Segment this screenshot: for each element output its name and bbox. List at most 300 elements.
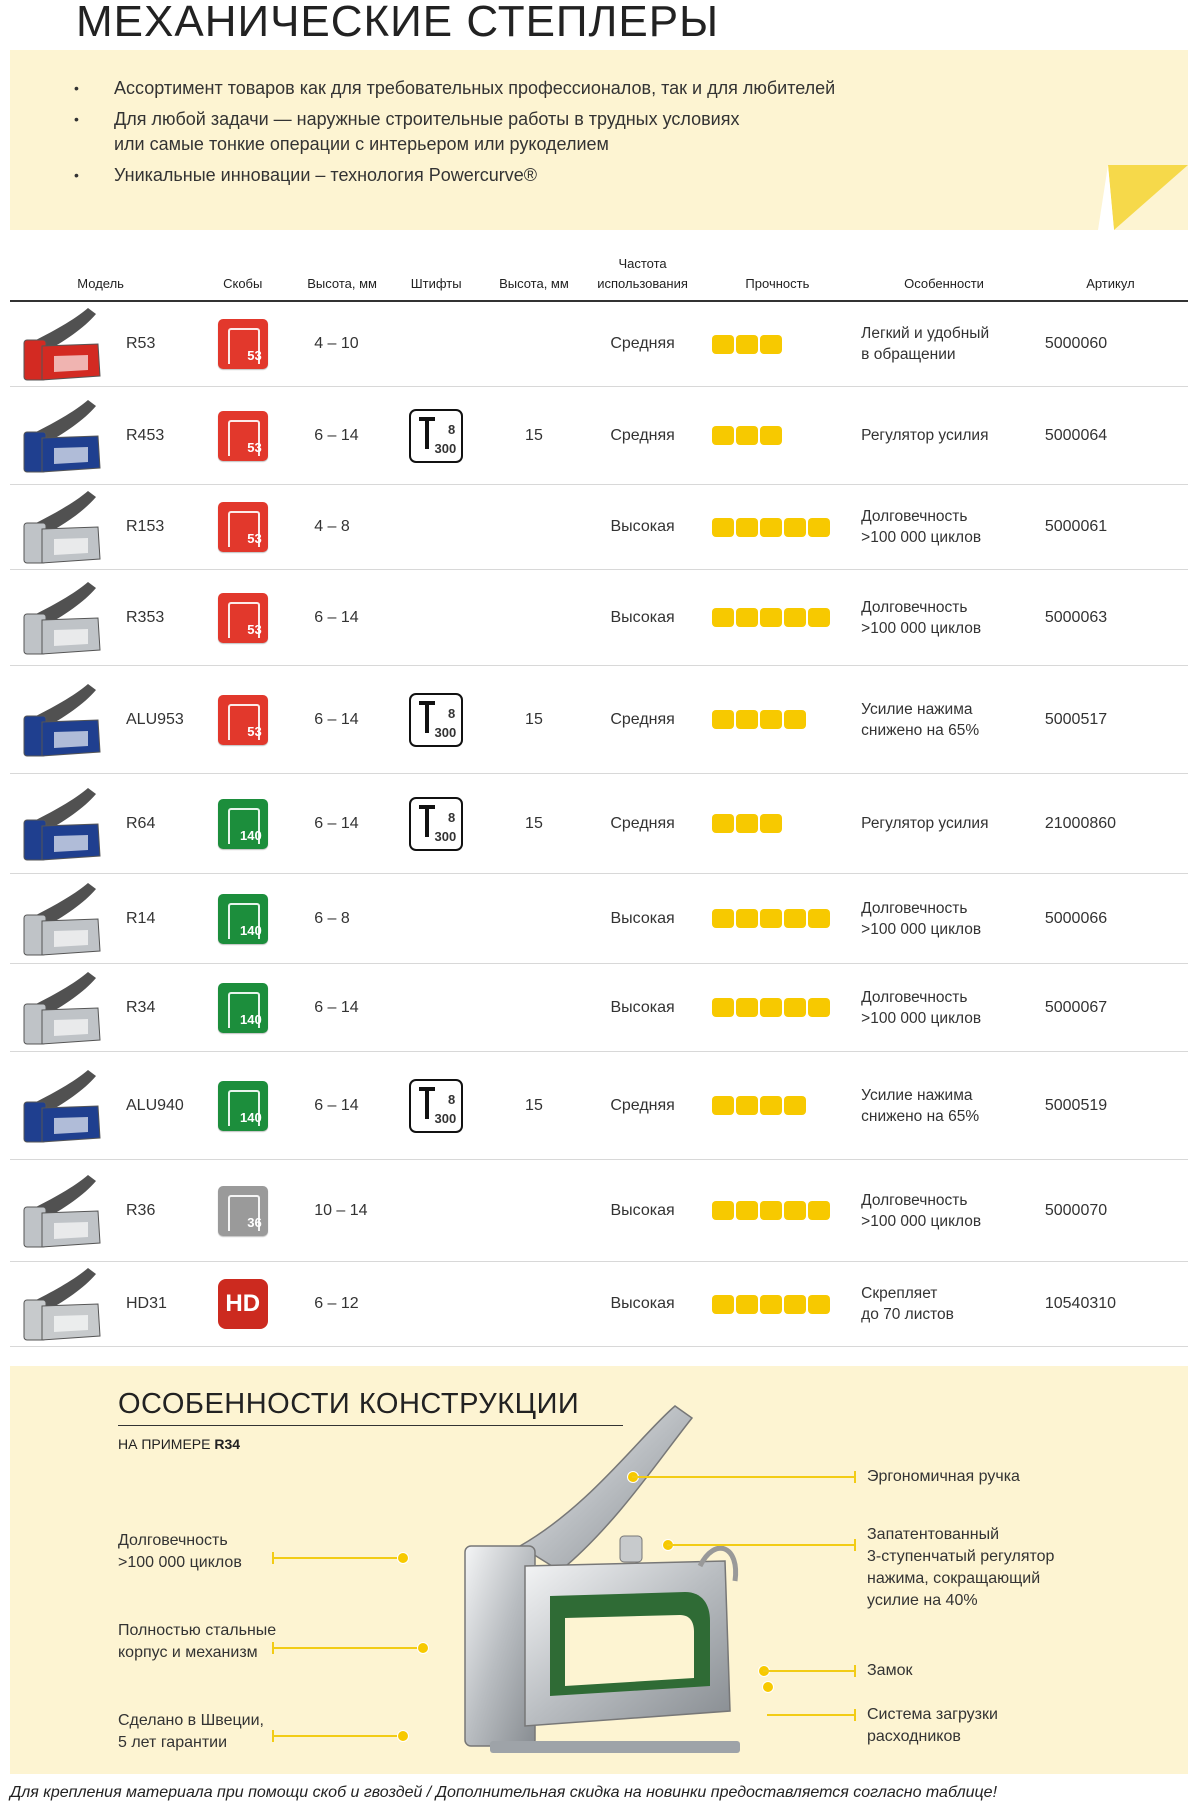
strength-dot-icon: [808, 608, 830, 627]
feature-line: >100 000 циклов: [861, 619, 982, 637]
staple-height: 6 – 14: [314, 998, 359, 1016]
feature-line: Скрепляет: [861, 1285, 938, 1302]
staple-badge-icon: [218, 799, 268, 849]
intro-bullet: [74, 107, 835, 157]
frequency-cell: [586, 774, 700, 874]
pin-height-cell: [482, 1052, 585, 1160]
staple-height: 6 – 14: [314, 1096, 359, 1114]
construction-subtitle-prefix: НА ПРИМЕРЕ: [118, 1436, 211, 1452]
strength-dot-icon: [760, 426, 782, 445]
pin-cell: [390, 301, 482, 387]
intro-bullet-line: или самые тонкие операции с интерьером или рукоделием: [114, 134, 609, 154]
model-cell: [10, 964, 191, 1052]
table-row: [10, 301, 1188, 387]
model-cell: [10, 301, 191, 387]
article-number: 5000517: [1044, 710, 1108, 728]
features-cell: [855, 1052, 1033, 1160]
staple-cell: [191, 387, 294, 485]
pin-height-cell: [482, 1160, 585, 1262]
model-cell: [10, 1262, 191, 1347]
pin-size-bottom: 300: [434, 1110, 457, 1126]
frequency: Высокая: [610, 1295, 675, 1312]
page-fold-decoration: [1098, 165, 1188, 230]
frequency-cell: [586, 570, 700, 666]
model-cell: [10, 774, 191, 874]
staple-badge-text: 140: [240, 922, 262, 938]
feature-line: снижено на 65%: [861, 1107, 980, 1125]
frequency-cell: [586, 1262, 700, 1347]
model-name: R34: [126, 998, 156, 1016]
strength-dot-icon: [760, 1096, 782, 1115]
strength-dot-icon: [712, 998, 734, 1017]
frequency: Высокая: [610, 608, 675, 626]
pin-badge-icon: [409, 1079, 463, 1133]
pin-cell: [390, 570, 482, 666]
staple-height-cell: [294, 964, 390, 1052]
staple-height-cell: [294, 301, 390, 387]
table-row: [10, 485, 1188, 570]
strength-dot-icon: [736, 814, 758, 833]
strength-dot-icon: [736, 1295, 758, 1314]
staple-badge-icon: [218, 1081, 268, 1131]
strength-rating: [712, 710, 856, 729]
article-number: 5000519: [1044, 1096, 1108, 1114]
table-row: [10, 774, 1188, 874]
article-cell: [1033, 1052, 1188, 1160]
model-name: R36: [126, 1201, 156, 1219]
strength-dot-icon: [808, 909, 830, 928]
strength-dot-icon: [784, 998, 806, 1017]
staple-badge-icon: [218, 695, 268, 745]
pin-height-cell: [482, 387, 585, 485]
pin-size-top: 8: [447, 1091, 456, 1107]
strength-cell: [700, 1052, 856, 1160]
strength-rating: [712, 1096, 856, 1115]
strength-dot-icon: [760, 1295, 782, 1314]
strength-rating: [712, 426, 856, 445]
frequency: Высокая: [610, 1201, 675, 1219]
features-cell: [855, 964, 1033, 1052]
strength-cell: [700, 1160, 856, 1262]
strength-dot-icon: [808, 1201, 830, 1220]
pin-size-top: 8: [447, 809, 456, 825]
strength-dot-icon: [712, 814, 734, 833]
staple-badge-icon: [218, 319, 268, 369]
header-pin-height: Высота, мм: [482, 253, 585, 301]
strength-dot-icon: [712, 335, 734, 354]
strength-dot-icon: [760, 710, 782, 729]
strength-rating: [712, 998, 856, 1017]
staple-height-cell: [294, 666, 390, 774]
strength-dot-icon: [736, 1201, 758, 1220]
strength-dot-icon: [736, 608, 758, 627]
staple-badge-text: HD: [225, 1290, 261, 1317]
features-cell: [855, 874, 1033, 964]
model-name: HD31: [126, 1295, 167, 1312]
feature-line: Долговечность: [861, 598, 968, 616]
frequency-cell: [586, 485, 700, 570]
staple-height: 6 – 8: [314, 909, 350, 927]
intro-bullet-line: Для любой задачи — наружные строительные работы в трудных условиях: [114, 109, 740, 129]
pin-cell: [390, 774, 482, 874]
strength-rating: [712, 909, 856, 928]
features-cell: [855, 1160, 1033, 1262]
staple-height-cell: [294, 774, 390, 874]
strength-cell: [700, 774, 856, 874]
pin-cell: [390, 1262, 482, 1347]
construction-subtitle: [118, 1436, 240, 1452]
model-cell: [10, 570, 191, 666]
strength-dot-icon: [760, 335, 782, 354]
stapler-r34-illustration: [430, 1396, 790, 1766]
strength-dot-icon: [760, 608, 782, 627]
callout-text: Долговечность >100 000 циклов: [118, 1532, 242, 1571]
stapler-icon: [18, 394, 110, 478]
model-name: ALU940: [126, 1096, 184, 1114]
frequency-cell: [586, 387, 700, 485]
pin-height-cell: [482, 485, 585, 570]
staple-badge-text: 53: [247, 439, 262, 455]
frequency: Высокая: [610, 518, 675, 535]
pin-badge-icon: [409, 797, 463, 851]
strength-dot-icon: [760, 1201, 782, 1220]
footer-note: Для крепления материала при помощи скоб и гвоздей / Дополнительная скидка на новинки предоставляется согласно таблице!: [10, 1784, 998, 1801]
feature-line: Долговечность: [861, 899, 968, 917]
strength-dot-icon: [736, 335, 758, 354]
stapler-icon: [18, 1169, 110, 1253]
staple-height-cell: [294, 1052, 390, 1160]
staple-cell: [191, 964, 294, 1052]
table-row: [10, 1052, 1188, 1160]
strength-cell: [700, 964, 856, 1052]
pin-height-cell: [482, 964, 585, 1052]
pin-cell: [390, 964, 482, 1052]
pin-height-cell: [482, 1262, 585, 1347]
features-cell: [855, 666, 1033, 774]
feature-line: снижено на 65%: [861, 721, 980, 739]
pin-height-cell: [482, 666, 585, 774]
feature-line: >100 000 циклов: [861, 529, 982, 546]
strength-dot-icon: [808, 1295, 830, 1314]
pin-size-top: 8: [447, 705, 456, 721]
pin-size-bottom: 300: [434, 828, 457, 844]
strength-cell: [700, 570, 856, 666]
callout-text: Замок: [867, 1662, 913, 1679]
frequency: Средняя: [610, 814, 675, 832]
strength-dot-icon: [760, 998, 782, 1017]
strength-dot-icon: [736, 710, 758, 729]
header-model: Модель: [10, 253, 191, 301]
article-cell: [1033, 1160, 1188, 1262]
pin-cell: [390, 666, 482, 774]
pin-height-cell: [482, 301, 585, 387]
staple-height: 6 – 14: [314, 710, 359, 728]
frequency: Высокая: [610, 998, 675, 1016]
feature-line: Регулятор усилия: [861, 815, 989, 832]
staple-cell: [191, 874, 294, 964]
article-cell: [1033, 485, 1188, 570]
strength-rating: [712, 814, 856, 833]
table-row: [10, 387, 1188, 485]
article-number: 5000064: [1044, 426, 1108, 444]
pin-size-bottom: 300: [434, 724, 457, 740]
staple-height: 6 – 14: [314, 426, 359, 444]
pin-height: 15: [525, 710, 543, 728]
feature-line: >100 000 циклов: [861, 1212, 982, 1230]
intro-bullet: • Ассортимент товаров как для требовательных профессионалов, так и для любителей: [74, 76, 835, 101]
strength-cell: [700, 301, 856, 387]
strength-dot-icon: [760, 909, 782, 928]
strength-dot-icon: [784, 1201, 806, 1220]
table-header-row: [10, 253, 1188, 301]
article-cell: [1033, 301, 1188, 387]
staple-height: 10 – 14: [314, 1201, 368, 1219]
frequency-cell: [586, 1052, 700, 1160]
article-cell: [1033, 964, 1188, 1052]
staple-badge-icon: [218, 502, 268, 552]
pin-badge-icon: [409, 409, 463, 463]
callout-text: Система загрузки расходников: [867, 1706, 998, 1745]
features-cell: [855, 301, 1033, 387]
staple-height-cell: [294, 1262, 390, 1347]
model-name: R53: [126, 335, 156, 352]
feature-line: в обращении: [861, 346, 956, 363]
strength-cell: [700, 874, 856, 964]
staple-badge-text: 140: [240, 1109, 262, 1125]
strength-dot-icon: [712, 608, 734, 627]
frequency: Средняя: [610, 1096, 675, 1114]
stapler-icon: [18, 302, 110, 386]
strength-cell: [700, 1262, 856, 1347]
article-number: 5000060: [1044, 335, 1108, 352]
strength-dot-icon: [712, 1096, 734, 1115]
pin-height: 15: [525, 814, 543, 832]
stapler-icon: [18, 1262, 110, 1346]
table-row: [10, 666, 1188, 774]
strength-dot-icon: [736, 426, 758, 445]
staple-height: 4 – 8: [314, 518, 350, 535]
table-row: [10, 1160, 1188, 1262]
callout-text: Запатентованный 3-ступенчатый регулятор нажима, сокращающий усилие на 40%: [867, 1526, 1055, 1609]
strength-dot-icon: [808, 998, 830, 1017]
staple-badge-icon: [218, 411, 268, 461]
strength-dot-icon: [712, 1201, 734, 1220]
staple-height: 6 – 14: [314, 814, 359, 832]
staple-cell: [191, 1262, 294, 1347]
strength-cell: [700, 485, 856, 570]
header-features: Особенности: [855, 253, 1033, 301]
frequency-cell: [586, 1160, 700, 1262]
strength-dot-icon: [712, 426, 734, 445]
staple-height: 6 – 14: [314, 608, 359, 626]
construction-subtitle-model: R34: [214, 1436, 241, 1452]
feature-line: >100 000 циклов: [861, 920, 982, 938]
staple-badge-icon: [218, 894, 268, 944]
article-number: 5000066: [1044, 909, 1108, 927]
model-name: R453: [126, 426, 165, 444]
strength-dot-icon: [712, 518, 734, 537]
frequency-cell: [586, 666, 700, 774]
strength-dot-icon: [712, 909, 734, 928]
feature-line: Легкий и удобный: [861, 325, 990, 342]
strength-dot-icon: [736, 1096, 758, 1115]
header-staples: Скобы: [191, 253, 294, 301]
features-cell: [855, 570, 1033, 666]
frequency-cell: [586, 964, 700, 1052]
article-number: 5000061: [1044, 518, 1108, 535]
strength-dot-icon: [736, 998, 758, 1017]
model-cell: [10, 1052, 191, 1160]
feature-line: Регулятор усилия: [861, 427, 989, 444]
pin-cell: [390, 1160, 482, 1262]
pin-cell: [390, 485, 482, 570]
table-row: [10, 570, 1188, 666]
features-cell: [855, 1262, 1033, 1347]
construction-title: ОСОБЕННОСТИ КОНСТРУКЦИИ: [118, 1388, 623, 1426]
frequency: Средняя: [610, 710, 675, 728]
stapler-icon: [18, 678, 110, 762]
staple-badge-icon: [218, 1186, 268, 1236]
strength-dot-icon: [736, 518, 758, 537]
strength-dot-icon: [712, 1295, 734, 1314]
construction-section: [10, 1366, 1188, 1774]
frequency: Высокая: [610, 909, 675, 927]
stapler-icon: [18, 966, 110, 1050]
strength-cell: [700, 666, 856, 774]
features-cell: [855, 485, 1033, 570]
callout-text: Полностью стальные корпус и механизм: [118, 1622, 277, 1661]
strength-rating: [712, 1295, 856, 1314]
staple-badge-text: 53: [247, 723, 262, 739]
table-row: [10, 964, 1188, 1052]
staple-badge-text: 140: [240, 827, 262, 843]
model-name: R64: [126, 814, 156, 832]
article-number: 5000063: [1044, 608, 1108, 626]
callout-text: Эргономичная ручка: [867, 1468, 1020, 1485]
pin-cell: [390, 1052, 482, 1160]
pin-size-top: 8: [447, 421, 456, 437]
staple-height: 4 – 10: [314, 335, 359, 352]
strength-dot-icon: [784, 710, 806, 729]
staple-height-cell: [294, 387, 390, 485]
stapler-icon: [18, 782, 110, 866]
strength-dot-icon: [784, 608, 806, 627]
pin-height-cell: [482, 874, 585, 964]
staple-height-cell: [294, 570, 390, 666]
staple-cell: [191, 774, 294, 874]
staple-height-cell: [294, 874, 390, 964]
model-name: R14: [126, 909, 156, 927]
strength-dot-icon: [736, 909, 758, 928]
article-number: 5000070: [1044, 1201, 1108, 1219]
model-cell: [10, 874, 191, 964]
stapler-icon: [18, 485, 110, 569]
strength-dot-icon: [712, 710, 734, 729]
intro-bullets: [74, 76, 835, 194]
stapler-icon: [18, 1064, 110, 1148]
strength-dot-icon: [784, 1295, 806, 1314]
features-cell: [855, 387, 1033, 485]
strength-rating: [712, 518, 856, 537]
feature-line: >100 000 циклов: [861, 1009, 982, 1027]
article-cell: [1033, 874, 1188, 964]
intro-bullet: • Уникальные инновации – технология Powercurve®: [74, 163, 835, 188]
feature-line: Усилие нажима: [861, 700, 973, 718]
strength-rating: [712, 335, 856, 354]
model-name: ALU953: [126, 710, 184, 728]
strength-cell: [700, 387, 856, 485]
header-article: Артикул: [1033, 253, 1188, 301]
strength-dot-icon: [784, 518, 806, 537]
table-row: [10, 874, 1188, 964]
header-pins: Штифты: [390, 253, 482, 301]
model-name: R353: [126, 608, 165, 626]
features-cell: [855, 774, 1033, 874]
pin-size-bottom: 300: [434, 440, 457, 456]
header-staple-height: Высота, мм: [294, 253, 390, 301]
model-cell: [10, 1160, 191, 1262]
page-title: МЕХАНИЧЕСКИЕ СТЕПЛЕРЫ: [76, 0, 720, 46]
article-number: 10540310: [1044, 1295, 1117, 1312]
heavy-duty-badge-icon: [218, 1279, 268, 1329]
staple-height: 6 – 12: [314, 1295, 359, 1312]
staple-cell: [191, 485, 294, 570]
stapler-icon: [18, 576, 110, 660]
article-cell: [1033, 1262, 1188, 1347]
frequency-cell: [586, 874, 700, 964]
pin-cell: [390, 387, 482, 485]
pin-height: 15: [525, 1096, 543, 1114]
pin-cell: [390, 874, 482, 964]
pin-height-cell: [482, 570, 585, 666]
table-body: [10, 301, 1188, 1347]
staple-cell: [191, 666, 294, 774]
strength-dot-icon: [808, 518, 830, 537]
article-cell: [1033, 774, 1188, 874]
staple-height-cell: [294, 1160, 390, 1262]
staple-badge-icon: [218, 983, 268, 1033]
strength-rating: [712, 1201, 856, 1220]
frequency: Средняя: [610, 335, 675, 352]
staple-badge-text: 36: [247, 1214, 262, 1230]
frequency-cell: [586, 301, 700, 387]
strength-dot-icon: [760, 814, 782, 833]
feature-line: Усилие нажима: [861, 1086, 973, 1104]
stapler-icon: [18, 877, 110, 961]
model-cell: [10, 387, 191, 485]
article-number: 5000067: [1044, 998, 1108, 1016]
header-frequency: Частота использования: [586, 253, 700, 301]
strength-rating: [712, 608, 856, 627]
pin-height-cell: [482, 774, 585, 874]
pin-height: 15: [525, 426, 543, 444]
strength-dot-icon: [784, 1096, 806, 1115]
strength-dot-icon: [760, 518, 782, 537]
staple-badge-text: 53: [247, 621, 262, 637]
staple-badge-icon: [218, 593, 268, 643]
article-number: 21000860: [1044, 814, 1117, 832]
frequency: Средняя: [610, 426, 675, 444]
staple-cell: [191, 1052, 294, 1160]
table-row: [10, 1262, 1188, 1347]
article-cell: [1033, 666, 1188, 774]
staple-height-cell: [294, 485, 390, 570]
staple-cell: [191, 1160, 294, 1262]
strength-dot-icon: [784, 909, 806, 928]
pin-badge-icon: [409, 693, 463, 747]
article-cell: [1033, 570, 1188, 666]
intro-box: [10, 50, 1188, 230]
